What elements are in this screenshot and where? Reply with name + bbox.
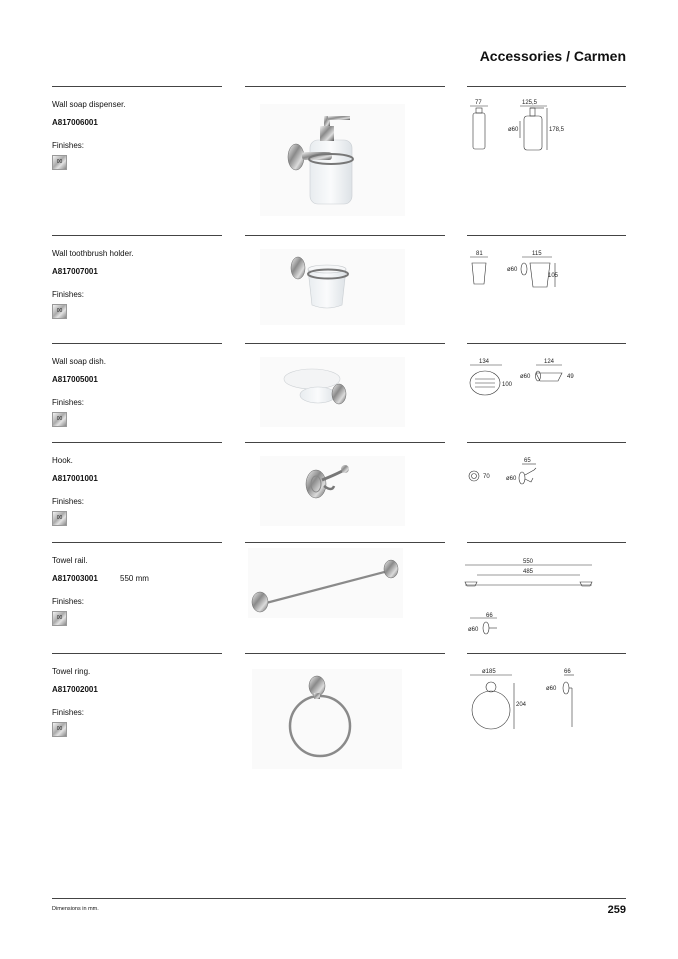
finish-swatch-chrome: 00 [52,412,67,427]
page-title: Accessories / Carmen [479,48,626,64]
dimension-label: 100 [502,382,513,388]
finishes-label: Finishes: [52,497,85,506]
dimension-label: ø60 [546,686,557,692]
hook-dimension-drawing [52,442,626,537]
dimension-label: ø60 [506,476,517,482]
product-description: Hook. [52,456,73,465]
product-code: A817005001 [52,375,98,384]
product-description: Wall soap dispenser. [52,100,126,109]
page-number: 259 [607,904,626,916]
dimension-label: ø60 [507,267,518,273]
dimension-label: 115 [532,251,542,257]
dimension-label: 65 [524,458,531,464]
dimension-label: 124 [544,359,555,365]
product-row-towel-rail [52,542,626,647]
product-row-toothbrush-holder [52,235,626,335]
product-code: A817007001 [52,267,98,276]
dimension-label: 81 [476,251,483,257]
finish-swatch-chrome: 00 [52,722,67,737]
footer-divider [52,898,626,899]
product-code: A817006001 [52,118,98,127]
product-code: A817002001 [52,685,98,694]
product-code: A817003001 [52,574,98,583]
dimension-label: ø185 [482,669,496,675]
product-row-soap-dispenser [52,86,626,226]
product-description: Wall toothbrush holder. [52,249,134,258]
soap-dispenser-dimension-drawing [52,86,626,226]
finishes-label: Finishes: [52,597,85,606]
product-row-towel-ring [52,653,626,778]
footer-note: Dimensions in mm. [52,906,99,912]
finish-swatch-chrome: 00 [52,511,67,526]
dimension-label: 550 [523,559,534,565]
dimension-label: 134 [479,359,490,365]
soap-dish-dimension-drawing [52,343,626,438]
product-row-hook [52,442,626,537]
dimension-label: 105 [548,273,559,279]
product-row-soap-dish [52,343,626,438]
dimension-label: 125,5 [522,100,538,106]
dimension-label: 178,5 [549,127,565,133]
dimension-label: ø60 [508,127,519,133]
finishes-label: Finishes: [52,290,85,299]
product-description: Towel ring. [52,667,91,676]
finishes-label: Finishes: [52,141,85,150]
finishes-label: Finishes: [52,398,85,407]
product-code: A817001001 [52,474,98,483]
towel-ring-dimension-drawing [52,653,626,778]
towel-rail-dimension-drawing [52,542,626,647]
product-size: 550 mm [120,574,149,583]
finish-swatch-chrome: 00 [52,611,67,626]
finish-swatch-chrome: 00 [52,155,67,170]
dimension-label: 204 [516,702,527,708]
dimension-label: 49 [567,374,574,380]
dimension-label: 66 [486,613,493,619]
finish-swatch-chrome: 00 [52,304,67,319]
product-description: Wall soap dish. [52,357,106,366]
toothbrush-holder-dimension-drawing [52,235,626,335]
dimension-label: ø60 [520,374,531,380]
finishes-label: Finishes: [52,708,85,717]
dimension-label: 485 [523,569,534,575]
dimension-label: 70 [483,474,490,480]
dimension-label: ø60 [468,627,479,633]
dimension-label: 77 [475,100,482,106]
dimension-label: 66 [564,669,571,675]
product-description: Towel rail. [52,556,88,565]
